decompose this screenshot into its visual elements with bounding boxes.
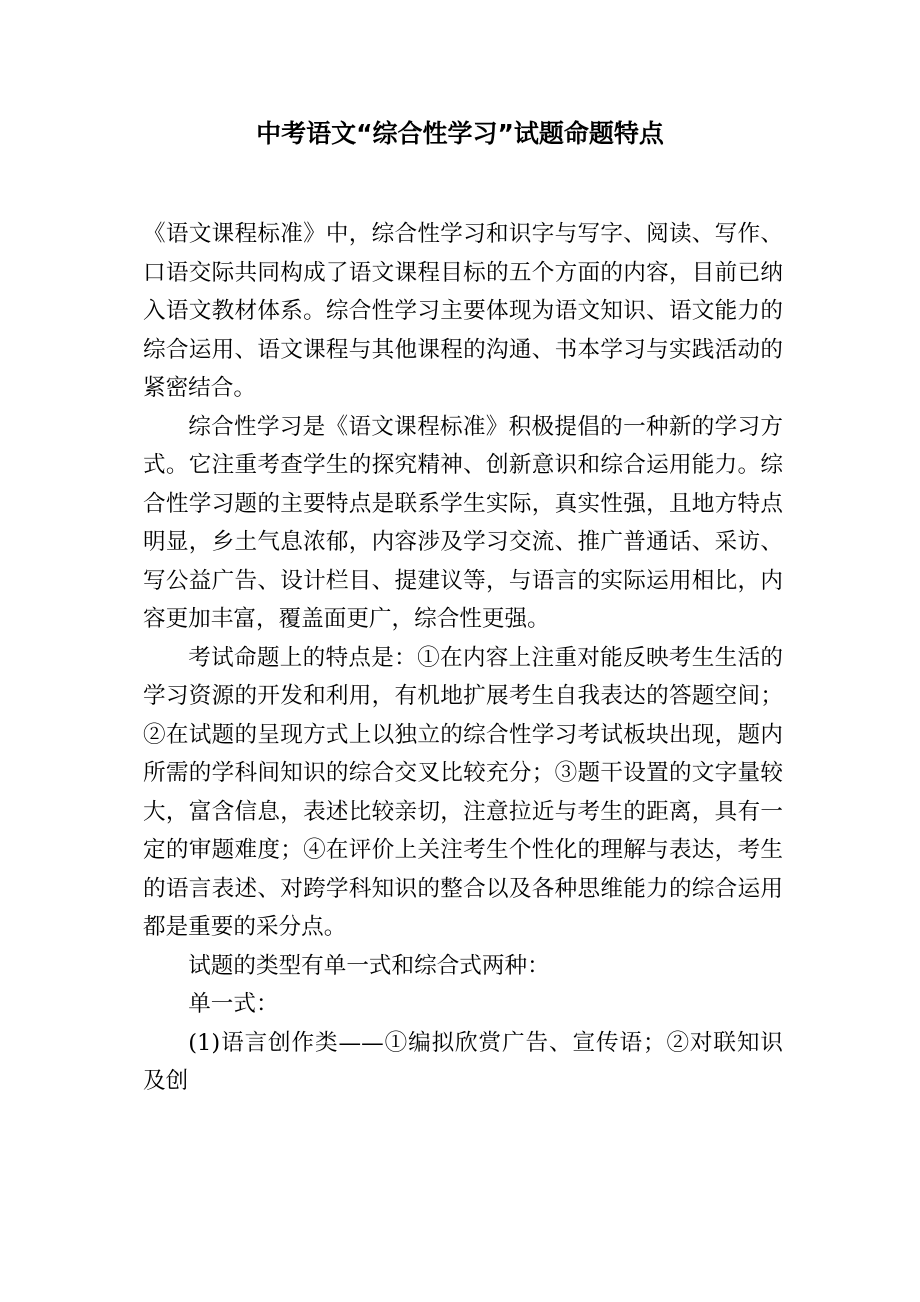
paragraph-learning-method: 综合性学习是《语文课程标准》积极提倡的一种新的学习方式。它注重考查学生的探究精神、创新意识和综合运用能力。综合性学习题的主要特点是联系学生实际，真实性强，且地方特点明显，乡土气息浓郁，内容涉及学习交流、推广普通话、采访、写公益广告、设计栏目、提建议等，与语言的实际运用相比，内容更加丰富，覆盖面更广，综合性更强。	[143, 413, 783, 632]
paragraph-exam-features: 考试命题上的特点是：①在内容上注重对能反映考生生活的学习资源的开发和利用，有机地扩展考生自我表达的答题空间；②在试题的呈现方式上以独立的综合性学习考试板块出现，题内所需的学科间知识的综合交叉比较充分；③题干设置的文字量较大，富含信息，表述比较亲切，注意拉近与考生的距离，具有一定的审题难度；④在评价上关注考生个性化的理解与表达，考生的语言表述、对跨学科知识的整合以及各种思维能力的综合运用都是重要的采分点。	[143, 644, 783, 940]
paragraph-language-creation: (1)语言创作类——①编拟欣赏广告、宣传语；②对联知识及创	[143, 1029, 783, 1094]
paragraph-question-types: 试题的类型有单一式和综合式两种：	[188, 952, 550, 979]
paragraph-single-type-heading: 单一式：	[188, 991, 279, 1017]
paragraph-intro: 《语文课程标准》中，综合性学习和识字与写字、阅读、写作、口语交际共同构成了语文课程目标的五个方面的内容，目前已纳入语文教材体系。综合性学习主要体现为语文知识、语文能力的综合运用、语文课程与其他课程的沟通、书本学习与实践活动的紧密结合。	[143, 221, 783, 401]
document-title: 中考语文“综合性学习”试题命题特点	[256, 119, 664, 148]
document-body	[143, 215, 783, 1101]
